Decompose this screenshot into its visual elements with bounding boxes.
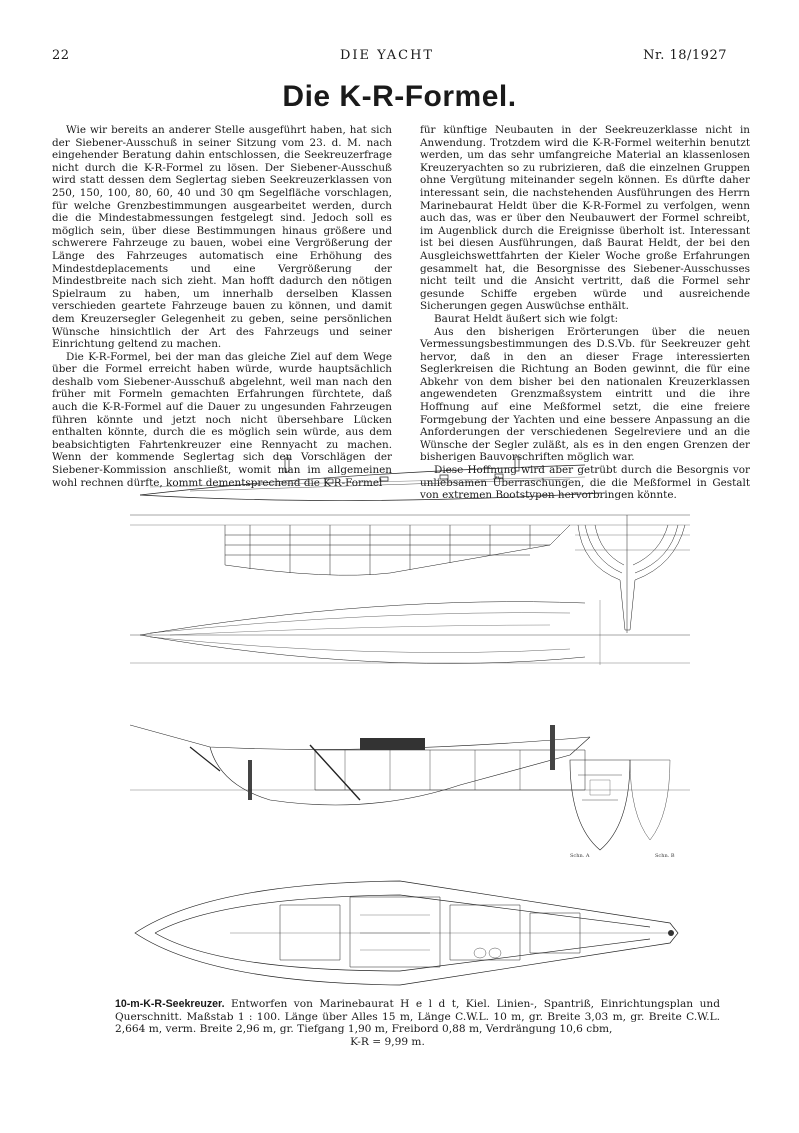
section-label-a: Schn. A — [570, 853, 590, 859]
underwater-profile — [225, 525, 570, 575]
half-breadth-plan — [130, 600, 690, 665]
sheer-profile — [130, 457, 690, 525]
left-column — [52, 124, 392, 489]
page-number: 22 — [52, 48, 70, 63]
right-column — [420, 124, 750, 502]
right-paragraph-1: für künftige Neubauten in der Seekreuzerklasse nicht in Anwendung. Trotzdem wird die K-R-Formel weiterhin benutzt werden, um das sehr umfangreiche Material an klassenlosen Kreuzeryachten so zu rubrizieren, daß die einzelnen Gruppen ohne Vergütung miteinander segeln können. Es dürfte daher interessant sein, die nachstehenden Ausführungen des Herrn Marinebaurat Heldt über die K-R-Formel zu verfolgen, wenn auch das, was er über den Neubauwert der Formel schreibt, im Augenblick durch die Ereignisse überholt ist. Interessant ist bei diesen Ausführungen, daß Baurat Heldt, der bei den Ausgleichswettfahrten der Kieler Woche große Erfahrungen gesammelt hat, die Besorgnisse des Siebener-Ausschusses nicht teilt und die Ansicht vertritt, daß die Formel sehr gesunde Schiffe ergeben würde und ausreichende Sicherungen gegen Auswüchse enthält. — [420, 124, 750, 313]
left-paragraph-1: Wie wir bereits an anderer Stelle ausgeführt haben, hat sich der Siebener-Ausschuß in seiner Sitzung vom 23. d. M. nach eingehender Beratung dahin entschlossen, die Seekreuzerfrage nicht durch die K-R-Formel zu lösen. Der Siebener-Ausschuß wird statt dessen dem Seglertag sieben Seekreuzerklassen von 250, 150, 100, 80, 60, 40 und 30 qm Segelfläche vorschlagen, für welche Grenzbestimmungen ausgearbeitet werden, durch die die Mindestabmessungen festgelegt sind. Jedoch soll es möglich sein, über diese Bestimmungen hinaus größere und schwerere Fahrzeuge zu bauen, wobei eine Vergrößerung der Länge des Fahrzeuges automatisch eine Erhöhung des Mindestdeplacements und eine Vergrößerung der Mindestbreite nach sich zieht. Man hofft dadurch den nötigen Spielraum zu haben, um innerhalb derselben Klassen verschieden geartete Fahrzeuge bauen zu können, und damit dem Kreuzersegler Gelegenheit zu geben, seine persönlichen Wünsche hinsichtlich der Art des Fahrzeugs und seiner Einrichtung geltend zu machen. — [52, 124, 392, 351]
right-paragraph-3: Aus den bisherigen Erörterungen über die neuen Vermessungsbestimmungen des D.S.Vb. für Seekreuzer geht hervor, daß in den an dieser Frage interessierten Seglerkreisen die Richtung an Boden gewinnt, die für eine Abkehr von dem bisher bei den nationalen Kreuzerklassen angewendeten Grenzmaßsystem eintritt und die ihre Hoffnung auf eine Meßformel setzt, die eine freiere Formgebung der Yachten und eine bessere Anpassung an die Anforderungen der verschiedenen Segelreviere und an die Wünsche der Segler zuläßt, als es in den engen Grenzen der bisherigen Bauvorschriften möglich war. — [420, 325, 750, 464]
body-plan — [575, 515, 690, 633]
caption-text: Entworfen von Marinebaurat H e l d t, Kiel. Linien-, Spantriß, Einrichtungsplan und Querschnitt. Maßstab 1 : 100. Länge über Alles 15 m, Länge C.W.L. 10 m, gr. Breite 3,03 m, gr. Breite C.W.L. 2,664 m, verm. Breite 2,96 m, gr. Tiefgang 1,90 m, Freibord 0,88 m, Verdrängung 10,6 cbm, — [115, 998, 720, 1035]
section-label-b: Schn. B — [655, 853, 675, 859]
article-title: Die K-R-Formel. — [282, 80, 517, 113]
issue-number: Nr. 18/1927 — [643, 48, 727, 63]
magazine-title: DIE YACHT — [340, 48, 435, 63]
right-paragraph-2: Baurat Heldt äußert sich wie folgt: — [434, 312, 619, 325]
interior-profile — [130, 725, 690, 805]
figure-caption — [115, 998, 720, 1048]
left-paragraph-2: Die K-R-Formel, bei der man das gleiche Ziel auf dem Wege über die Formel erreicht haben würde, wurde hauptsächlich deshalb vom Siebener-Ausschuß abgelehnt, weil man nach den früher mit Formeln gemachten Erfahrungen fürchtete, daß auch die K-R-Formel auf die Dauer zu ungesunden Fahrzeugen führen könnte und jetzt noch nicht übersehbare Lücken enthalten könnte, durch die es möglich sein würde, aus dem beabsichtigten Fahrtenkreuzer eine Rennyacht zu machen. Wenn der kommende Seglertag sich den Vorschlägen der Siebener-Kommission anschließt, womit man im allgemeinen wohl rechnen dürfte, kommt dementsprechend die K-R-Formel — [52, 350, 392, 489]
right-paragraph-4: Diese Hoffnung wird aber getrübt durch die Besorgnis vor unliebsamen Überraschungen, die die Meßformel in Gestalt von extremen Bootstypen hervorbringen könnte. — [420, 464, 750, 502]
caption-kr-value: K-R = 9,99 m. — [350, 1035, 425, 1048]
caption-lead: 10-m-K-R-Seekreuzer. — [115, 998, 225, 1010]
accommodation-plan — [130, 875, 690, 990]
yacht-lines-drawing — [130, 455, 700, 860]
